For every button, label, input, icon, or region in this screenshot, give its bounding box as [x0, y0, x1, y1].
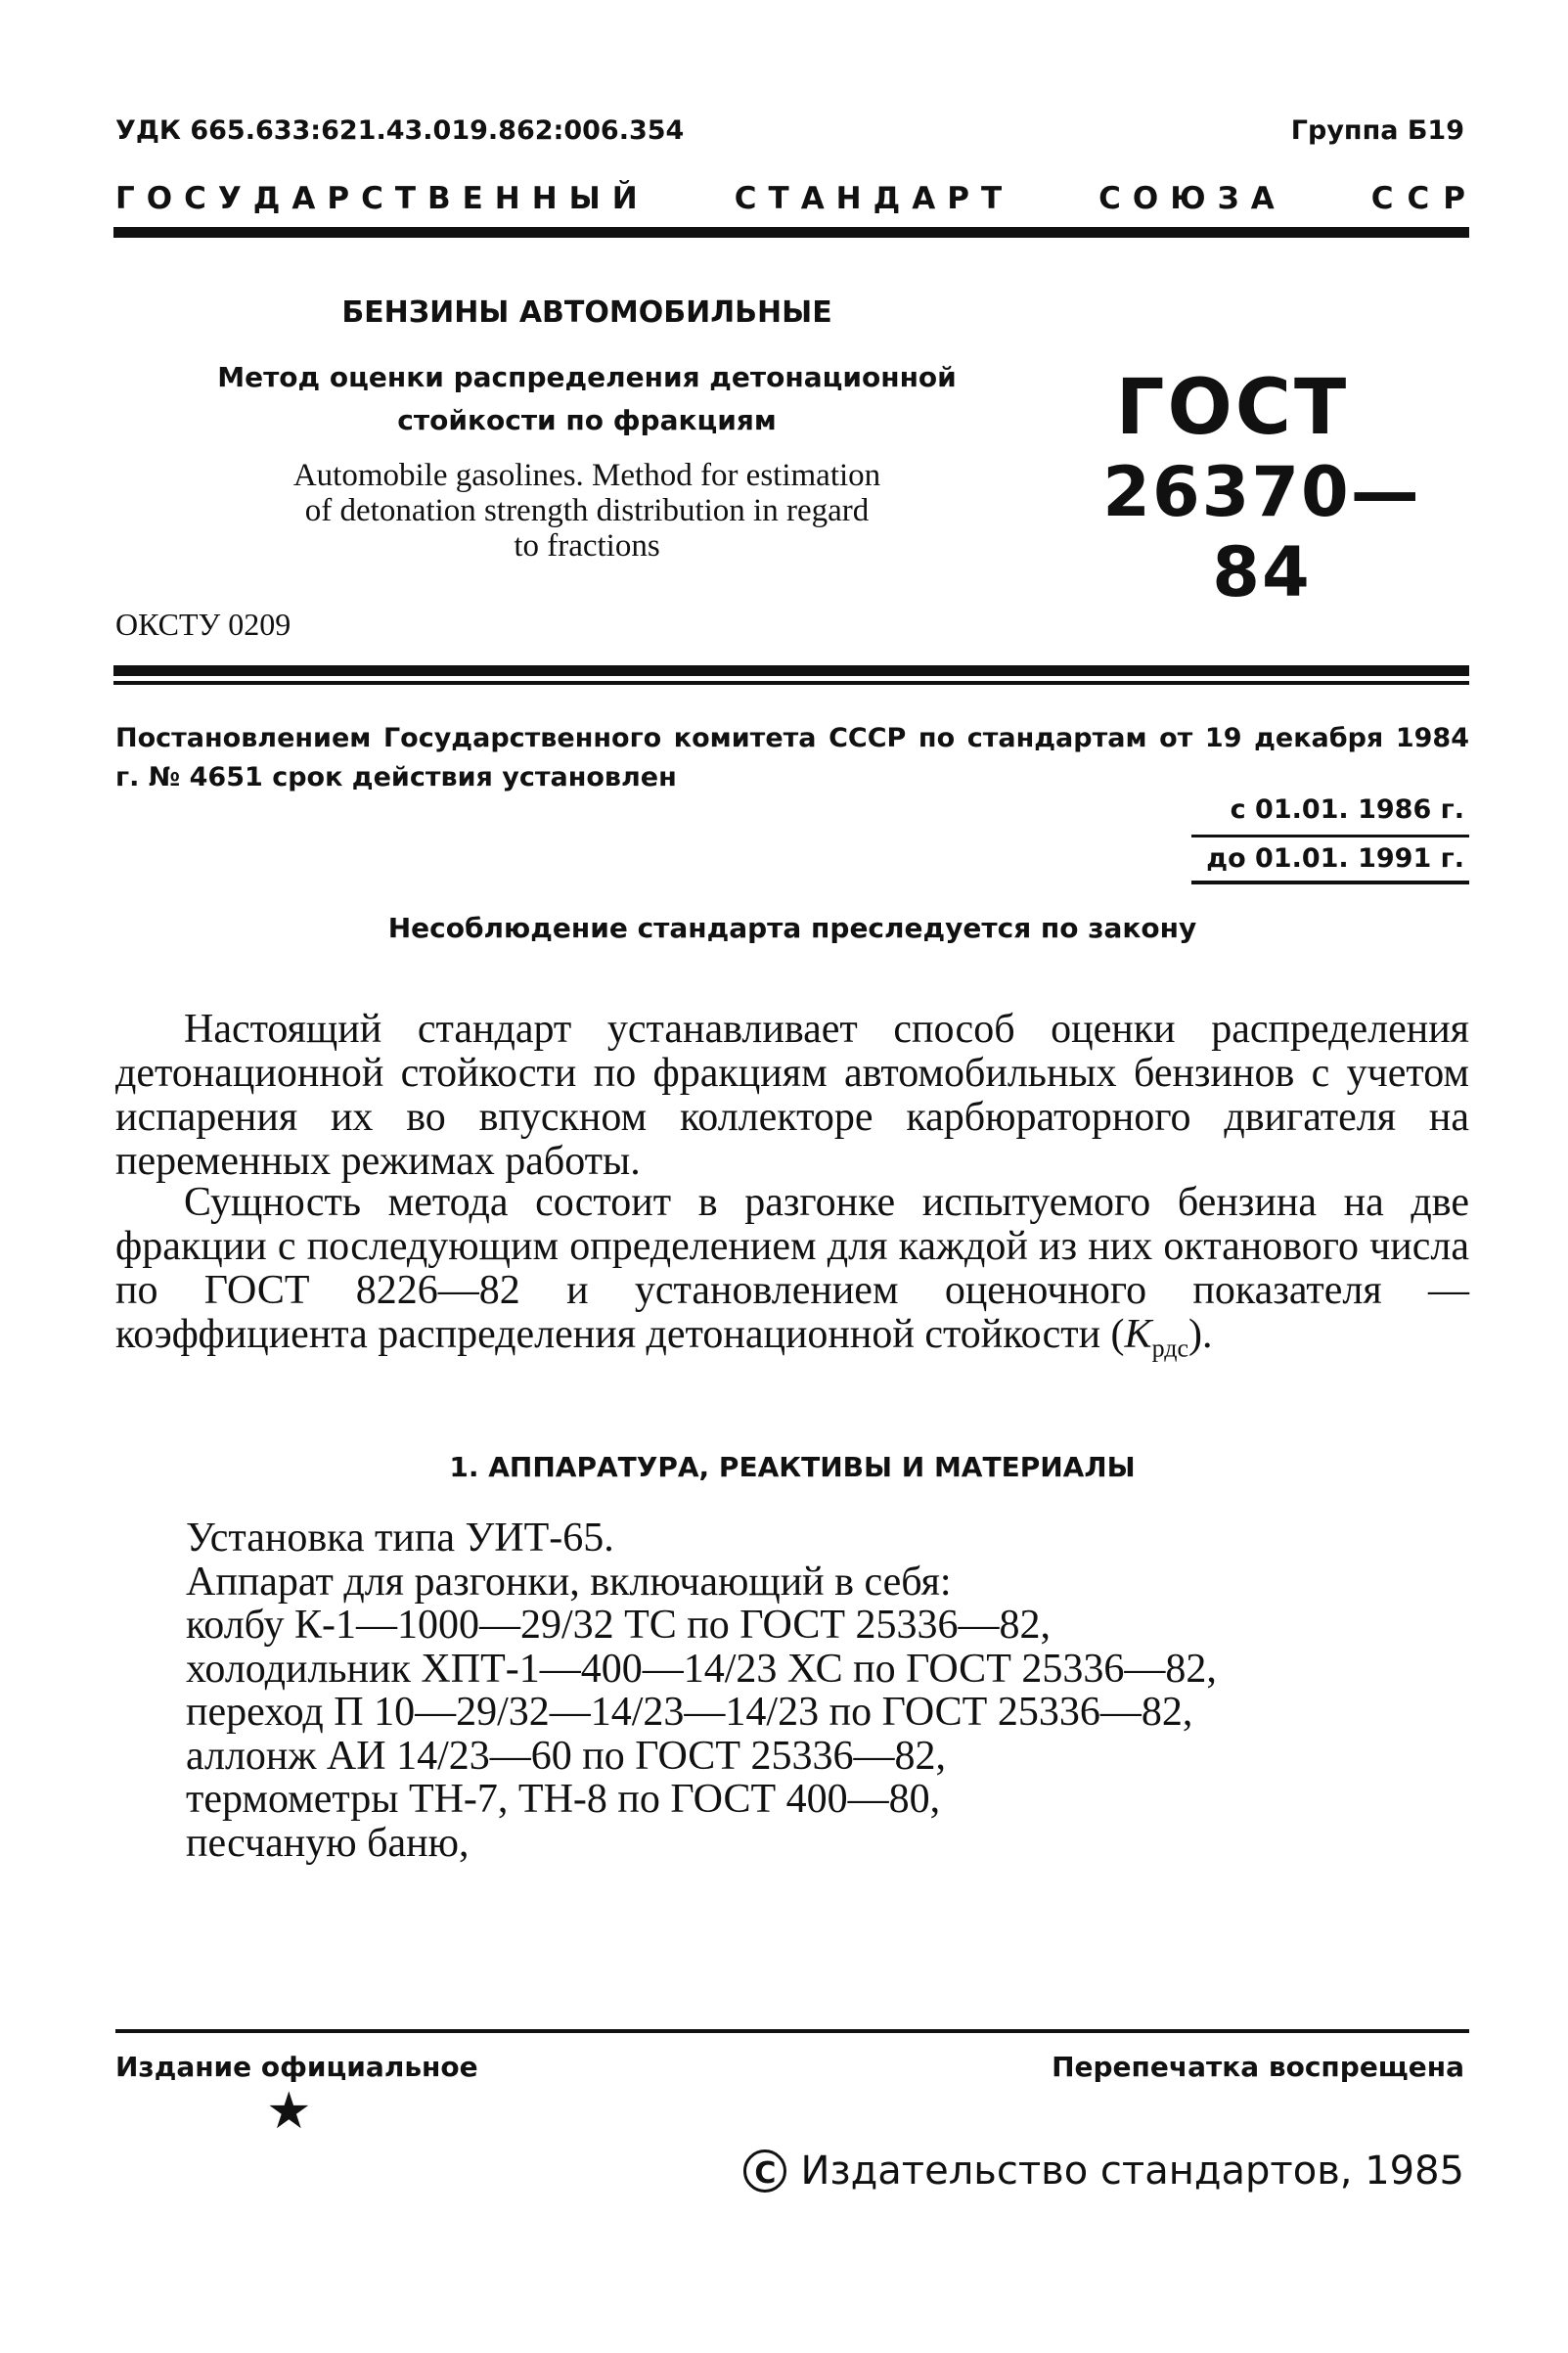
title-en-line-1: Automobile gasolines. Method for estimation: [292, 458, 881, 493]
gost-label: ГОСТ: [1115, 364, 1350, 452]
method-paragraph: [115, 1181, 1469, 1370]
title-bottom-thin-rule: [113, 681, 1469, 685]
state-word-1: ГОСУДАРСТВЕННЫЙ: [115, 181, 650, 216]
title-bottom-thick-rule: [113, 665, 1469, 676]
gost-number: 26370—84: [1102, 452, 1421, 612]
legal-warning: Несоблюдение стандарта преследуется по закону: [387, 912, 1197, 944]
decree-text: Постановлением Государственного комитета СССР по стандартам от 19 декабря 1984 г. № 4651 срок действия установлен: [115, 723, 1469, 792]
section-1-title: 1. АППАРАТУРА, РЕАКТИВЫ И МАТЕРИАЛЫ: [449, 1451, 1136, 1483]
reprint-prohibited-label: Перепечатка воспрещена: [1052, 2051, 1464, 2083]
title-en-line-2: of detonation strength distribution in regard: [304, 493, 870, 528]
publisher-name: Издательство стандартов, 1985: [800, 2149, 1464, 2194]
group-code: Группа Б19: [1290, 115, 1464, 146]
title-ru-main: БЕНЗИНЫ АВТОМОБИЛЬНЫЕ: [341, 295, 832, 330]
header-thick-rule: [113, 227, 1469, 238]
list-item: колбу К-1—1000—29/32 ТС по ГОСТ 25336—82,: [186, 1603, 1052, 1648]
list-item: холодильник ХПТ-1—400—14/23 ХС по ГОСТ 25336—82,: [186, 1646, 1217, 1692]
okstu-code: ОКСТУ 0209: [115, 607, 291, 642]
list-item: песчаную баню,: [186, 1820, 470, 1866]
paragraph-2: [115, 1181, 1469, 1370]
list-item: переход П 10—29/32—14/23—14/23 по ГОСТ 25336—82,: [186, 1690, 1193, 1735]
krds-subscript: рдс: [1151, 1334, 1188, 1363]
effective-from-date: с 01.01. 1986 г.: [1230, 794, 1464, 825]
title-ru-subtitle: [186, 356, 988, 442]
star-icon: ★: [266, 2082, 312, 2141]
equipment-list: [186, 1516, 1477, 1865]
paragraph-2-end: ).: [1188, 1312, 1213, 1357]
state-word-4: ССР: [1370, 181, 1479, 216]
udk-code: УДК 665.633:621.43.019.862:006.354: [115, 115, 685, 146]
official-edition-label: Издание официальное: [115, 2051, 478, 2083]
title-ru-line-2: стойкости по фракциям: [397, 404, 777, 436]
title-ru-line-1: Метод оценки распределения детонационной: [217, 361, 957, 393]
list-item: Аппарат для разгонки, включающий в себя:: [186, 1559, 952, 1605]
krds-symbol: K: [1124, 1312, 1152, 1357]
footer-rule: [115, 2029, 1469, 2033]
intro-paragraph: [115, 1008, 1469, 1184]
list-item: Установка типа УИТ-65.: [186, 1516, 614, 1561]
paragraph-2-text: Сущность метода состоит в разгонке испытуемого бензина на две фракции с последующим определением для каждой из них октанового числа по ГОСТ 8226—82 и установлением оценочного показателя — коэффициента распределения детонационной стойкости (: [115, 1180, 1469, 1357]
list-item: термометры ТН-7, ТН-8 по ГОСТ 400—80,: [186, 1777, 941, 1822]
state-standard-heading: [115, 181, 1479, 216]
publisher-line: [743, 2149, 1464, 2194]
state-word-3: СОЮЗА: [1098, 181, 1286, 216]
list-item: аллонж АИ 14/23—60 по ГОСТ 25336—82,: [186, 1733, 946, 1779]
title-en: [186, 458, 988, 564]
copyright-icon: C: [743, 2149, 786, 2193]
date-divider-rule: [1191, 835, 1469, 837]
title-en-line-3: to fractions: [514, 528, 660, 564]
effective-to-date: до 01.01. 1991 г.: [1206, 843, 1464, 874]
state-word-2: СТАНДАРТ: [734, 181, 1014, 216]
date-underline-rule: [1191, 881, 1469, 884]
paragraph-1: Настоящий стандарт устанавливает способ оценки распределения детонационной стойкости по фракциям автомобильных бензинов с учетом испарения их во впускном коллекторе карбюраторного двигателя на переменных режимах работы.: [115, 1007, 1469, 1184]
